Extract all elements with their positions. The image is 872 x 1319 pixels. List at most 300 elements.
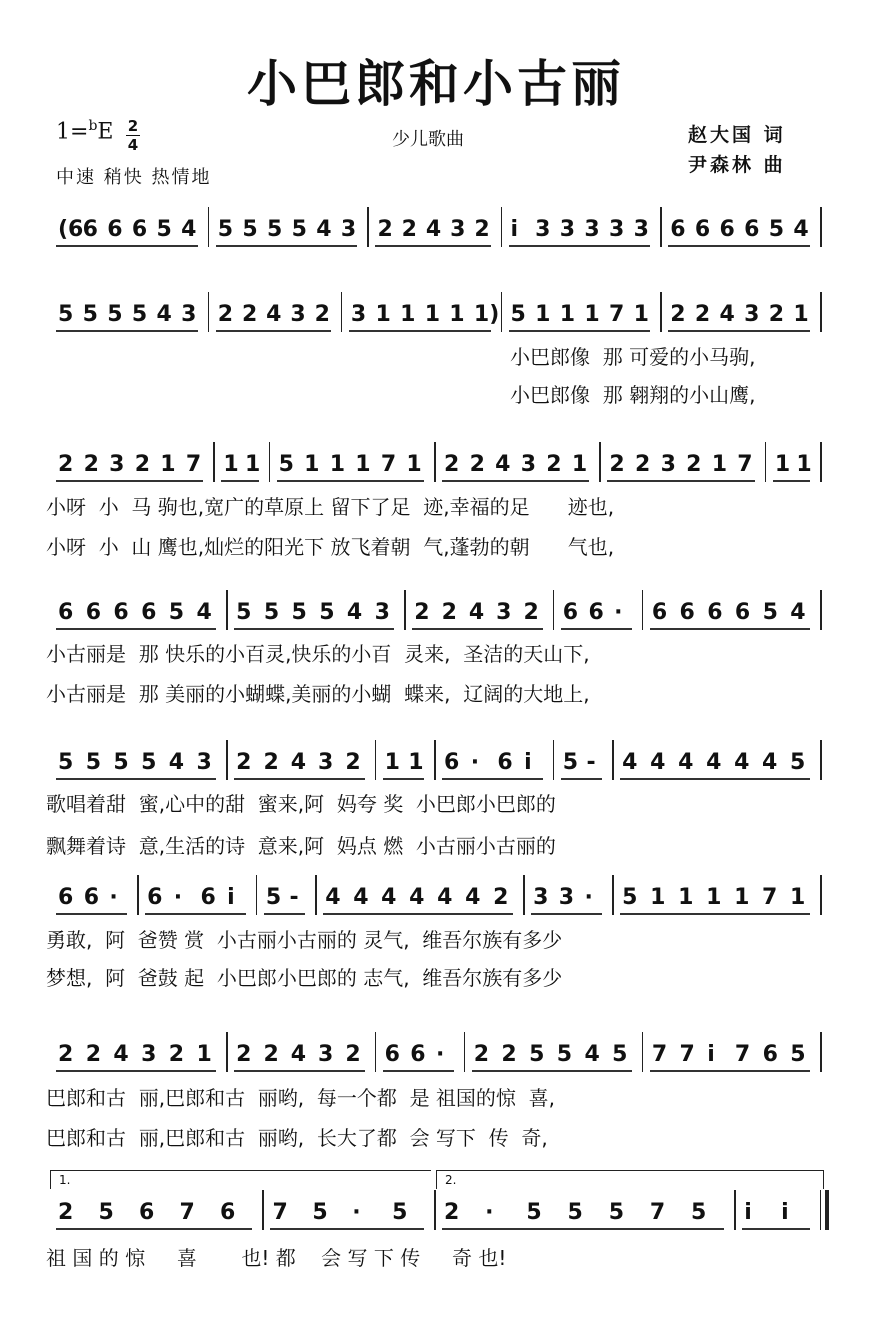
note: i bbox=[510, 217, 519, 242]
note: 5 bbox=[217, 217, 234, 242]
time-sig-top: 2 bbox=[127, 117, 139, 135]
note: 6 bbox=[670, 217, 686, 242]
beam-line bbox=[234, 628, 394, 630]
bar-line bbox=[208, 292, 210, 332]
note: 6 bbox=[131, 217, 148, 242]
note: 5 bbox=[58, 750, 74, 775]
note: 3 bbox=[350, 302, 367, 327]
note: 4 bbox=[113, 1042, 129, 1067]
note: 5 bbox=[131, 302, 148, 327]
note: 4 bbox=[584, 1042, 600, 1067]
lyric-line: 歌唱着甜 蜜,心中的甜 蜜来,阿 妈夸 奖 小巴郎小巴郎的 bbox=[46, 792, 556, 816]
note: 5 bbox=[622, 885, 638, 910]
note: 5 bbox=[141, 750, 157, 775]
note: 1 bbox=[706, 885, 722, 910]
note: 1 bbox=[196, 1042, 212, 1067]
note: 3 bbox=[558, 885, 575, 910]
bar-line bbox=[226, 1032, 228, 1072]
volta-1-label: 1. bbox=[59, 1173, 71, 1187]
bar-line bbox=[226, 590, 228, 630]
note: 4 bbox=[465, 885, 481, 910]
note: 1 bbox=[559, 302, 576, 327]
bar-line bbox=[642, 590, 644, 630]
note: 1 bbox=[535, 302, 551, 327]
note: 3 bbox=[374, 600, 390, 625]
note: 6 bbox=[58, 885, 74, 910]
note: 1 bbox=[584, 302, 600, 327]
bar-line bbox=[820, 292, 822, 332]
note: 5 bbox=[82, 302, 98, 327]
note: 3 bbox=[496, 600, 512, 625]
bar-line bbox=[820, 1190, 829, 1230]
note: i bbox=[744, 1200, 752, 1225]
note: 7 bbox=[734, 1042, 751, 1067]
beam-line bbox=[349, 330, 491, 332]
beam-line bbox=[561, 628, 632, 630]
note: 7 bbox=[649, 1200, 666, 1225]
key-label: 1= bbox=[56, 119, 89, 145]
note: 1 bbox=[384, 750, 400, 775]
note: 2 bbox=[85, 1042, 101, 1067]
note: 4 bbox=[790, 600, 806, 625]
bar-line bbox=[269, 442, 271, 482]
beam-line bbox=[607, 480, 754, 482]
note: 6 bbox=[85, 600, 101, 625]
note: 2 bbox=[523, 600, 539, 625]
lyric-line: 巴郎和古 丽,巴郎和古 丽哟, 长大了都 会 写下 传 奇, bbox=[46, 1126, 548, 1150]
note: 7 bbox=[380, 452, 397, 477]
note: 6 bbox=[384, 1042, 400, 1067]
bar-line bbox=[213, 442, 215, 482]
bar-line bbox=[367, 207, 369, 247]
note: 6 bbox=[762, 1042, 778, 1067]
note: 4 bbox=[353, 885, 369, 910]
note: 6 bbox=[107, 217, 123, 242]
note: 6 bbox=[219, 1200, 236, 1225]
note: 5 bbox=[266, 217, 283, 242]
bar-line bbox=[434, 1190, 436, 1230]
note: 5 bbox=[278, 452, 294, 477]
beam-line bbox=[323, 913, 513, 915]
note: 2 bbox=[217, 302, 234, 327]
beam-line bbox=[742, 1228, 810, 1230]
beam-line bbox=[620, 778, 810, 780]
beam-line bbox=[442, 778, 543, 780]
volta-2-label: 2. bbox=[445, 1173, 457, 1187]
note: 6 bbox=[58, 600, 74, 625]
note: 5 bbox=[58, 302, 74, 327]
note: 1 bbox=[160, 452, 176, 477]
note: 5 bbox=[156, 217, 172, 242]
note: 1 bbox=[424, 302, 440, 327]
note: 6 bbox=[744, 217, 760, 242]
note: 1 bbox=[796, 452, 812, 477]
note: 6 bbox=[679, 600, 695, 625]
note: 6 bbox=[200, 885, 216, 910]
lyric-line: 小古丽是 那 快乐的小百灵,快乐的小百 灵来, 圣洁的天山下, bbox=[46, 642, 590, 666]
note: 4 bbox=[678, 750, 694, 775]
bar-line bbox=[660, 207, 662, 247]
note: 2 bbox=[236, 750, 252, 775]
note: · bbox=[584, 885, 593, 910]
note: 6 bbox=[734, 600, 751, 625]
note: 2 bbox=[236, 1042, 252, 1067]
note: 7 bbox=[679, 1042, 695, 1067]
note: 5 bbox=[107, 302, 123, 327]
note: 2 bbox=[444, 452, 460, 477]
note: 5 bbox=[762, 600, 778, 625]
note: 2 bbox=[345, 1042, 361, 1067]
bar-line bbox=[820, 590, 822, 630]
note: 2 bbox=[377, 217, 393, 242]
note: 2 bbox=[473, 1042, 489, 1067]
bar-line bbox=[820, 207, 822, 247]
note: 5 bbox=[263, 600, 280, 625]
note: 5 bbox=[265, 885, 282, 910]
flat-sign: b bbox=[88, 118, 98, 134]
note: 5 bbox=[510, 302, 526, 327]
bar-line bbox=[820, 740, 822, 780]
note: 1 bbox=[711, 452, 728, 477]
note: i bbox=[227, 885, 235, 910]
note: 7 bbox=[185, 452, 202, 477]
bar-line bbox=[599, 442, 601, 482]
lyric-line: 小巴郎像 那 翱翔的小山鹰, bbox=[510, 383, 756, 407]
note: 2 bbox=[686, 452, 702, 477]
beam-line bbox=[270, 1228, 424, 1230]
note: 2 bbox=[58, 1042, 74, 1067]
note: 5 bbox=[113, 750, 129, 775]
note: 6 bbox=[694, 217, 711, 242]
note: 3 bbox=[290, 302, 306, 327]
note: 1) bbox=[473, 302, 500, 327]
lyric-line: 巴郎和古 丽,巴郎和古 丽哟, 每一个都 是 祖国的惊 喜, bbox=[46, 1086, 556, 1110]
note: 4 bbox=[468, 600, 485, 625]
note: · bbox=[470, 750, 480, 775]
beam-line bbox=[145, 913, 246, 915]
note: 1 bbox=[678, 885, 694, 910]
note: 7 bbox=[651, 1042, 668, 1067]
note: - bbox=[289, 885, 299, 910]
time-signature bbox=[126, 118, 140, 153]
beam-line bbox=[442, 1228, 724, 1230]
note: 7 bbox=[179, 1200, 195, 1225]
note: 3 bbox=[535, 217, 551, 242]
note: 2 bbox=[314, 302, 330, 327]
note: 6 bbox=[147, 885, 163, 910]
note: 2 bbox=[263, 1042, 279, 1067]
note: 1 bbox=[449, 302, 465, 327]
note: 1 bbox=[245, 452, 261, 477]
beam-line bbox=[412, 628, 542, 630]
bar-line bbox=[434, 442, 436, 482]
note: 4 bbox=[793, 217, 809, 242]
bar-line bbox=[375, 1032, 377, 1072]
beam-line bbox=[277, 480, 424, 482]
note: 1 bbox=[329, 452, 346, 477]
note: 4 bbox=[706, 750, 722, 775]
note: 1 bbox=[406, 452, 422, 477]
bar-line bbox=[434, 740, 436, 780]
note: 5 bbox=[790, 1042, 806, 1067]
beam-line bbox=[509, 245, 651, 247]
note: 5 bbox=[392, 1200, 408, 1225]
note: 1 bbox=[355, 452, 371, 477]
note: 6 bbox=[82, 217, 98, 242]
lyric-line: 飘舞着诗 意,生活的诗 意来,阿 妈点 燃 小古丽小古丽的 bbox=[46, 834, 556, 858]
beam-line bbox=[56, 913, 127, 915]
note: 2 bbox=[609, 452, 625, 477]
note: 3 bbox=[318, 1042, 334, 1067]
note: 2 bbox=[134, 452, 151, 477]
note: 6 bbox=[138, 1200, 155, 1225]
beam-line bbox=[56, 628, 216, 630]
note: 2 bbox=[670, 302, 686, 327]
note: 3 bbox=[633, 217, 649, 242]
bar-line bbox=[612, 740, 614, 780]
beam-line bbox=[442, 480, 589, 482]
bar-line bbox=[375, 740, 377, 780]
genre-label: 少儿歌曲 bbox=[392, 129, 464, 150]
note: 4 bbox=[381, 885, 397, 910]
note: 6 bbox=[83, 885, 99, 910]
note: 4 bbox=[650, 750, 666, 775]
note: 4 bbox=[316, 217, 332, 242]
note: 2 bbox=[474, 217, 490, 242]
bar-line bbox=[765, 442, 767, 482]
note: 4 bbox=[622, 750, 638, 775]
bar-line bbox=[820, 1032, 822, 1072]
bar-line bbox=[137, 875, 139, 915]
note: 5 bbox=[291, 217, 307, 242]
note: 6 bbox=[651, 600, 668, 625]
note: - bbox=[586, 750, 596, 775]
note: 3 bbox=[109, 452, 125, 477]
note: 7 bbox=[737, 452, 753, 477]
note: 2 bbox=[694, 302, 711, 327]
beam-line bbox=[56, 480, 203, 482]
note: 1 bbox=[650, 885, 666, 910]
beam-line bbox=[561, 778, 602, 780]
note: 2 bbox=[444, 1200, 460, 1225]
note: 5 bbox=[612, 1042, 628, 1067]
note: i bbox=[524, 750, 532, 775]
note: 4 bbox=[425, 217, 442, 242]
bar-line bbox=[501, 292, 503, 332]
lyric-line: 小巴郎像 那 可爱的小马驹, bbox=[510, 345, 756, 369]
note: 4 bbox=[168, 750, 185, 775]
note: · bbox=[436, 1042, 445, 1067]
note: 2 bbox=[241, 302, 258, 327]
note: 1 bbox=[571, 452, 588, 477]
note: 3 bbox=[559, 217, 576, 242]
note: 2 bbox=[493, 885, 509, 910]
note: 6 bbox=[562, 600, 579, 625]
bar-line bbox=[734, 1190, 736, 1230]
note: 4 bbox=[325, 885, 341, 910]
note: 1 bbox=[774, 452, 791, 477]
bar-line bbox=[642, 1032, 644, 1072]
beam-line bbox=[383, 778, 424, 780]
note: 5 bbox=[312, 1200, 328, 1225]
note: 3 bbox=[450, 217, 466, 242]
bar-line bbox=[660, 292, 662, 332]
note: 5 bbox=[608, 1200, 624, 1225]
note: 4 bbox=[196, 600, 212, 625]
beam-line bbox=[650, 628, 810, 630]
note: i bbox=[781, 1200, 789, 1225]
note: 5 bbox=[768, 217, 785, 242]
note: 2 bbox=[414, 600, 430, 625]
note: 4 bbox=[156, 302, 172, 327]
note: 4 bbox=[719, 302, 735, 327]
bar-line bbox=[501, 207, 503, 247]
key-note: E bbox=[97, 119, 114, 145]
note: 6 bbox=[113, 600, 129, 625]
note: 1 bbox=[223, 452, 239, 477]
bar-line bbox=[553, 590, 555, 630]
note: i bbox=[707, 1042, 715, 1067]
note: 3 bbox=[340, 217, 357, 242]
beam-line bbox=[375, 245, 490, 247]
note: 2 bbox=[345, 750, 361, 775]
note: 4 bbox=[290, 1042, 307, 1067]
note: 4 bbox=[290, 750, 307, 775]
beam-line bbox=[472, 1070, 632, 1072]
lyric-line: 勇敢, 阿 爸赞 赏 小古丽小古丽的 灵气, 维吾尔族有多少 bbox=[46, 928, 563, 952]
note: 1 bbox=[793, 302, 809, 327]
note: 5 bbox=[526, 1200, 542, 1225]
note: 1 bbox=[790, 885, 806, 910]
note: 2 bbox=[58, 1200, 74, 1225]
beam-line bbox=[509, 330, 651, 332]
note: 5 bbox=[529, 1042, 545, 1067]
note: 1 bbox=[633, 302, 649, 327]
note: 2 bbox=[501, 1042, 517, 1067]
note: 7 bbox=[609, 302, 625, 327]
note: 5 bbox=[291, 600, 307, 625]
note: 6 bbox=[497, 750, 513, 775]
note: 5 bbox=[168, 600, 185, 625]
volta-2 bbox=[436, 1170, 824, 1189]
lyric-line: 梦想, 阿 爸鼓 起 小巴郎小巴郎的 志气, 维吾尔族有多少 bbox=[46, 966, 563, 990]
note: 5 bbox=[567, 1200, 583, 1225]
note: 2 bbox=[401, 217, 417, 242]
beam-line bbox=[56, 245, 198, 247]
note: 1 bbox=[375, 302, 391, 327]
beam-line bbox=[56, 1228, 252, 1230]
note: · bbox=[485, 1200, 494, 1225]
beam-line bbox=[234, 778, 364, 780]
bar-line bbox=[820, 442, 822, 482]
time-sig-bottom: 4 bbox=[127, 136, 139, 154]
note: 2 bbox=[469, 452, 485, 477]
note: 6 bbox=[444, 750, 460, 775]
note: 5 bbox=[691, 1200, 707, 1225]
beam-line bbox=[264, 913, 305, 915]
bar-line bbox=[464, 1032, 466, 1072]
beam-line bbox=[383, 1070, 454, 1072]
bar-line bbox=[256, 875, 258, 915]
note: 5 bbox=[319, 600, 335, 625]
lyricist-credit: 赵大国 词 bbox=[688, 124, 786, 146]
note: 3 bbox=[318, 750, 334, 775]
note: 5 bbox=[556, 1042, 573, 1067]
note: 6 bbox=[141, 600, 157, 625]
note: 5 bbox=[236, 600, 252, 625]
tempo-marking: 中速 稍快 热情地 bbox=[56, 167, 212, 188]
volta-1 bbox=[50, 1170, 431, 1189]
note: 3 bbox=[181, 302, 197, 327]
note: 2 bbox=[58, 452, 74, 477]
note: 4 bbox=[762, 750, 778, 775]
note: 4 bbox=[181, 217, 197, 242]
beam-line bbox=[216, 330, 331, 332]
note: 6 bbox=[588, 600, 604, 625]
note: 6 bbox=[410, 1042, 426, 1067]
beam-line bbox=[668, 330, 810, 332]
note: 1 bbox=[400, 302, 416, 327]
note: 3 bbox=[584, 217, 600, 242]
note: 5 bbox=[562, 750, 579, 775]
lyric-line: 小呀 小 山 鹰也,灿烂的阳光下 放飞着朝 气,蓬勃的朝 气也, bbox=[46, 535, 615, 559]
key-signature bbox=[56, 118, 113, 144]
beam-line bbox=[620, 913, 810, 915]
beam-line bbox=[56, 1070, 216, 1072]
note: 2 bbox=[263, 750, 279, 775]
note: 5 bbox=[242, 217, 258, 242]
note: · bbox=[109, 885, 118, 910]
beam-line bbox=[56, 778, 216, 780]
beam-line bbox=[668, 245, 810, 247]
note: 5 bbox=[98, 1200, 114, 1225]
beam-line bbox=[234, 1070, 364, 1072]
note: 3 bbox=[609, 217, 625, 242]
note: 5 bbox=[85, 750, 101, 775]
note: · bbox=[352, 1200, 361, 1225]
beam-line bbox=[650, 1070, 810, 1072]
bar-line bbox=[262, 1190, 264, 1230]
beam-line bbox=[773, 480, 810, 482]
note: 3 bbox=[141, 1042, 157, 1067]
note: (6 bbox=[58, 217, 84, 242]
note: 3 bbox=[520, 452, 537, 477]
note: · bbox=[614, 600, 623, 625]
note: 2 bbox=[546, 452, 562, 477]
bar-line bbox=[523, 875, 525, 915]
lyric-line: 祖 国 的 惊 喜 也! 都 会 写 下 传 奇 也! bbox=[46, 1246, 507, 1270]
note: 4 bbox=[495, 452, 511, 477]
beam-line bbox=[56, 330, 198, 332]
bar-line bbox=[404, 590, 406, 630]
beam-line bbox=[221, 480, 258, 482]
bar-line bbox=[208, 207, 210, 247]
note: · bbox=[173, 885, 183, 910]
note: 4 bbox=[346, 600, 363, 625]
bar-line bbox=[315, 875, 317, 915]
note: 4 bbox=[734, 750, 750, 775]
lyric-line: 小古丽是 那 美丽的小蝴蝶,美丽的小蝴 蝶来, 辽阔的大地上, bbox=[46, 682, 590, 706]
beam-line bbox=[531, 913, 602, 915]
composer-credit: 尹森林 曲 bbox=[688, 154, 786, 176]
note: 7 bbox=[762, 885, 778, 910]
note: 2 bbox=[83, 452, 99, 477]
note: 3 bbox=[744, 302, 760, 327]
lyric-line: 小呀 小 马 驹也,宽广的草原上 留下了足 迹,幸福的足 迹也, bbox=[46, 495, 615, 519]
bar-line bbox=[820, 875, 822, 915]
bar-line bbox=[226, 740, 228, 780]
note: 4 bbox=[437, 885, 453, 910]
